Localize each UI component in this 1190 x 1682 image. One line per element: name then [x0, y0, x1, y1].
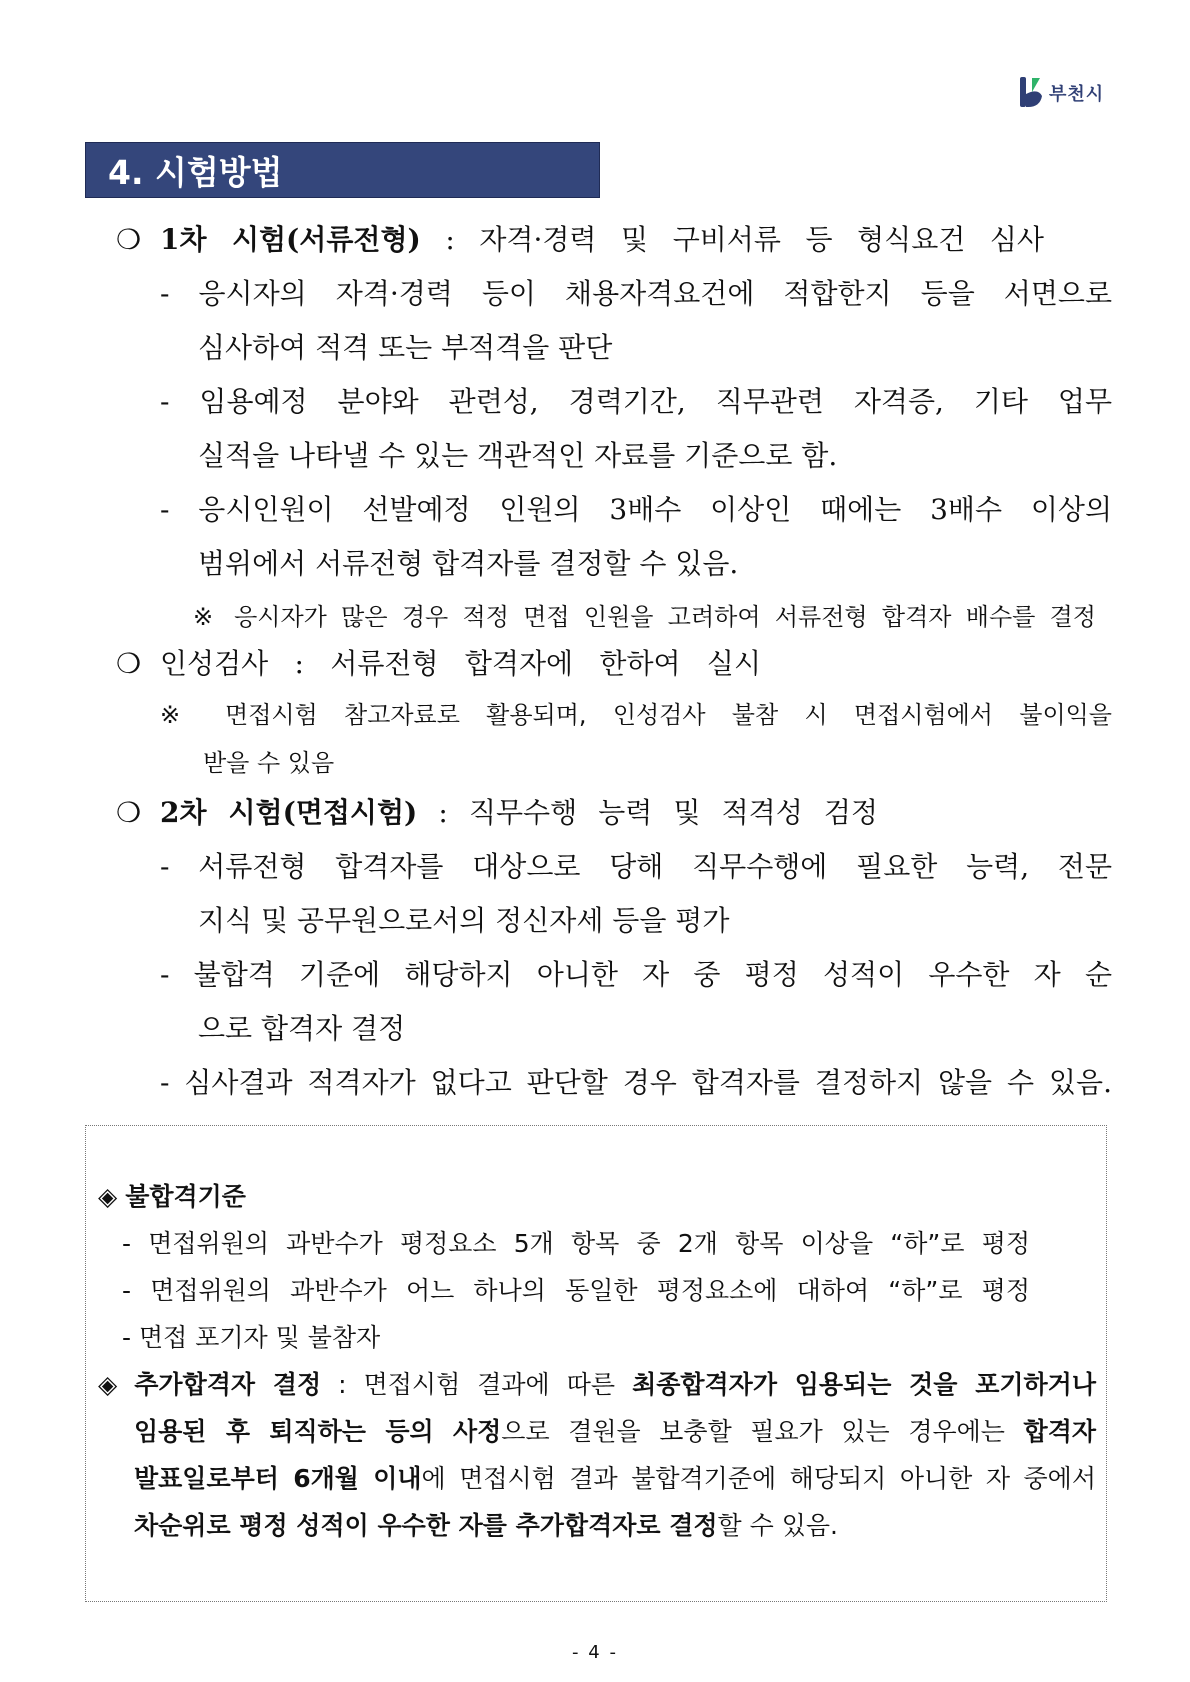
section-1-item-3-line-2: 범위에서 서류전형 합격자를 결정할 수 있음. — [198, 547, 739, 580]
section-2-note-line-2: 받을 수 있음 — [203, 749, 335, 777]
page-number: - 4 - — [572, 1642, 618, 1663]
section-1-title: 1차 시험(서류전형) — [160, 223, 421, 256]
additional-pass-text-4b: 할 수 있음. — [717, 1511, 838, 1540]
section-3-item-1-line-1: - 서류전형 합격자를 대상으로 당해 직무수행에 필요한 능력, 전문 — [160, 850, 1112, 883]
additional-pass-line-3 — [134, 1462, 1096, 1496]
section-header — [85, 142, 600, 198]
section-3-item-3: - 심사결과 적격자가 없다고 판단할 경우 합격자를 결정하지 않을 수 있음. — [160, 1066, 1112, 1099]
section-1-item-1-line-1: - 응시자의 자격·경력 등이 채용자격요건에 적합한지 등을 서면으로 — [160, 277, 1112, 310]
fail-criteria-item-1: - 면접위원의 과반수가 평정요소 5개 항목 중 2개 항목 이상을 “하”로 평정 — [122, 1229, 1030, 1258]
section-3-item-2-line-1: - 불합격 기준에 해당하지 아니한 자 중 평정 성적이 우수한 자 순 — [160, 958, 1112, 991]
additional-pass-text-1b: 최종합격자가 임용되는 것을 포기하거나 — [632, 1370, 1096, 1399]
section-3-item-1-line-2: 지식 및 공무원으로서의 정신자세 등을 평가 — [198, 904, 730, 937]
section-1-note: ※ 응시자가 많은 경우 적정 면접 인원을 고려하여 서류전형 합격자 배수를 결정 — [193, 603, 1096, 631]
logo-text: 부천시 — [1049, 84, 1105, 105]
additional-pass-text-3a: 발표일로부터 6개월 이내 — [134, 1464, 422, 1493]
diamond-bullet-icon: ◈ — [98, 1370, 118, 1399]
additional-pass-line-2 — [134, 1415, 1096, 1449]
section-3-heading — [116, 795, 878, 831]
fail-criteria-item-3: - 면접 포기자 및 불참자 — [122, 1323, 381, 1352]
section-1-heading — [116, 222, 1044, 258]
fail-criteria-item-2: - 면접위원의 과반수가 어느 하나의 동일한 평정요소에 대하여 “하”로 평정 — [122, 1276, 1030, 1305]
additional-pass-text-2c: 합격자 — [1023, 1417, 1096, 1446]
additional-pass-line-1 — [98, 1368, 1096, 1402]
diamond-bullet-icon: ◈ — [98, 1182, 118, 1211]
bucheon-logo-icon — [1018, 76, 1044, 110]
additional-pass-text-3b: 에 면접시험 결과 불합격기준에 해당되지 아니한 자 중에서 — [421, 1464, 1096, 1493]
section-3-item-2-line-2: 으로 합격자 결정 — [198, 1012, 406, 1045]
section-3-title: 2차 시험(면접시험) — [160, 796, 418, 829]
additional-pass-text-2b: 으로 결원을 보충할 필요가 있는 경우에는 — [501, 1417, 1024, 1446]
fail-criteria-title: 불합격기준 — [125, 1182, 246, 1211]
section-title: 4. 시험방법 — [108, 152, 283, 192]
additional-pass-title: 추가합격자 결정 — [134, 1370, 322, 1399]
section-1-item-3-line-1: - 응시인원이 선발예정 인원의 3배수 이상인 때에는 3배수 이상의 — [160, 493, 1112, 526]
additional-pass-text-2a: 임용된 후 퇴직하는 등의 사정 — [134, 1417, 502, 1446]
section-1-item-2-line-2: 실적을 나타낼 수 있는 객관적인 자료를 기준으로 함. — [198, 439, 838, 472]
section-1-desc: : 자격·경력 및 구비서류 등 형식요건 심사 — [420, 223, 1044, 256]
additional-pass-text-4a: 차순위로 평정 성적이 우수한 자를 추가합격자로 결정 — [134, 1511, 718, 1540]
section-3-desc: : 직무수행 능력 및 적격성 검정 — [417, 796, 878, 829]
fail-criteria-heading — [98, 1180, 246, 1214]
section-2-note-line-1: ※ 면접시험 참고자료로 활용되며, 인성검사 불참 시 면접시험에서 불이익을 — [160, 701, 1112, 729]
section-1-item-1-line-2: 심사하여 적격 또는 부적격을 판단 — [198, 331, 613, 364]
circle-bullet-icon: ❍ — [116, 223, 142, 256]
bucheon-logo — [1018, 76, 1104, 110]
section-2-heading — [116, 646, 761, 682]
section-1-item-2-line-1: - 임용예정 분야와 관련성, 경력기간, 직무관련 자격증, 기타 업무 — [160, 385, 1112, 418]
section-2-text: 인성검사 : 서류전형 합격자에 한하여 실시 — [160, 647, 761, 680]
circle-bullet-icon: ❍ — [116, 796, 142, 829]
circle-bullet-icon: ❍ — [116, 647, 142, 680]
additional-pass-text-1a: : 면접시험 결과에 따른 — [321, 1370, 633, 1399]
additional-pass-line-4 — [134, 1509, 838, 1543]
